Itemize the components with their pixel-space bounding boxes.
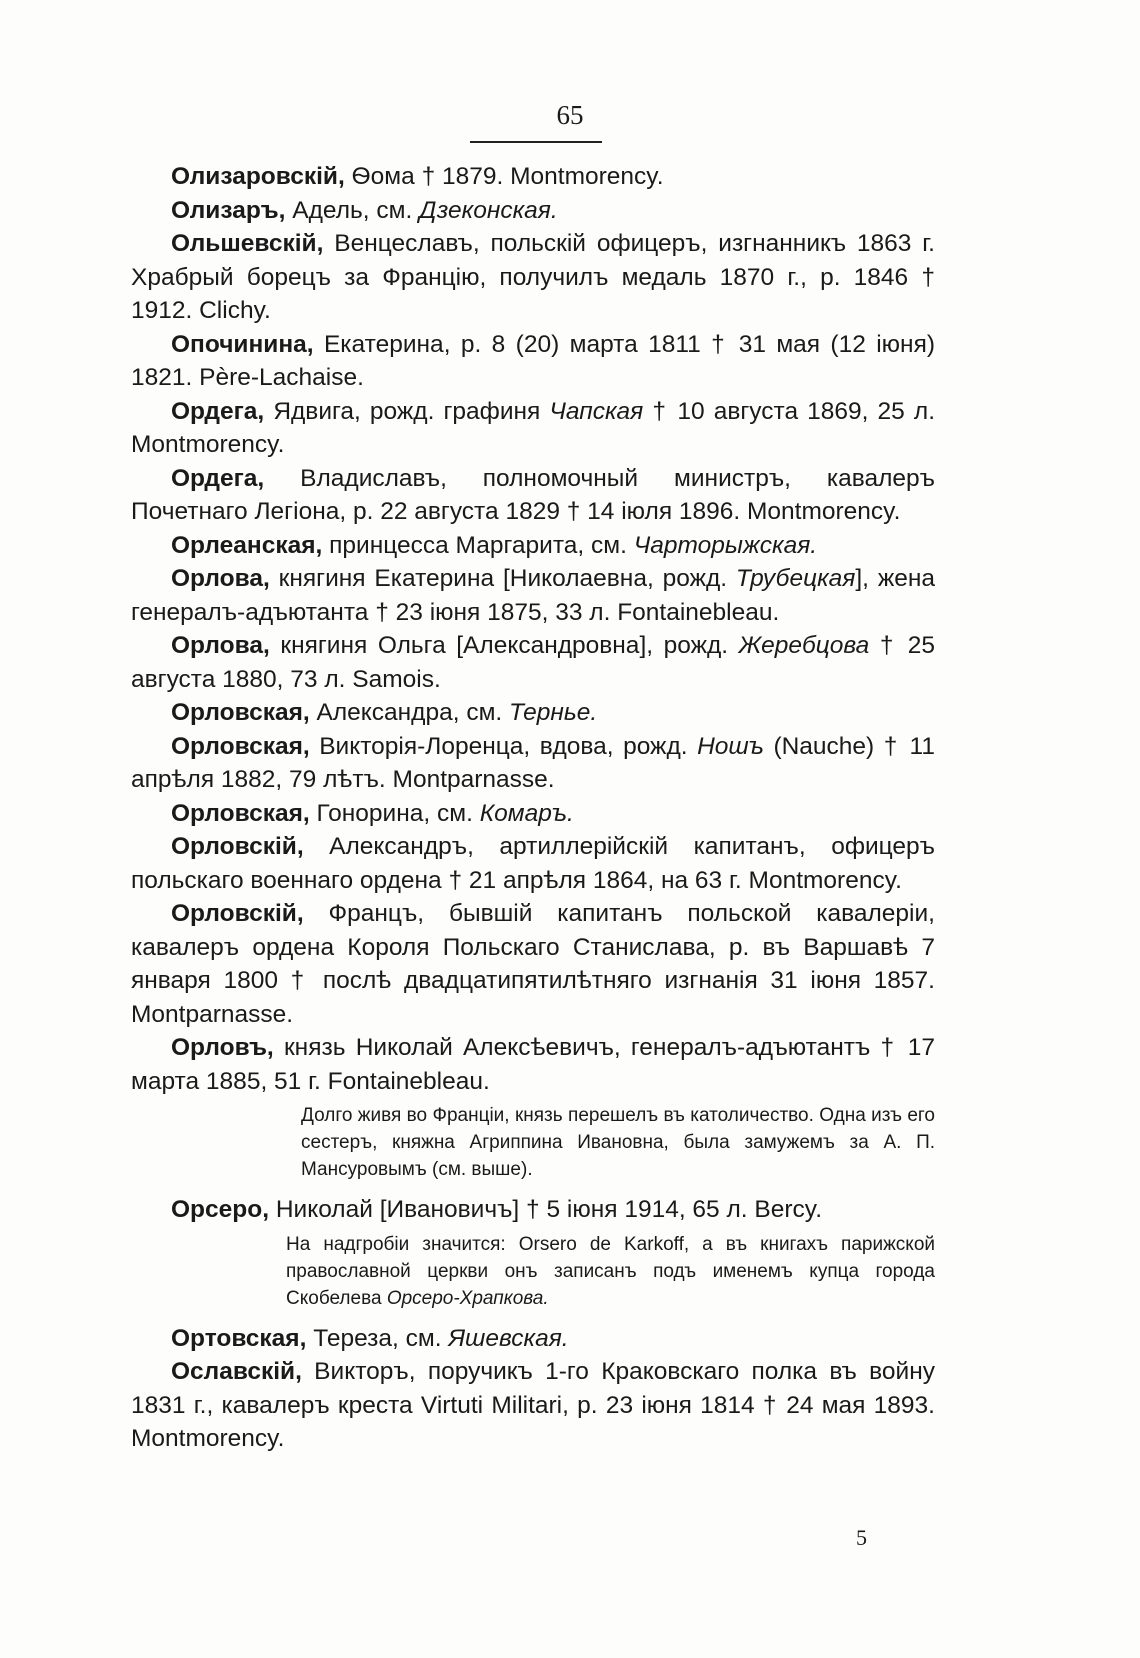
footnote-reference: Орсеро-Храпкова. bbox=[386, 1287, 549, 1309]
entry-name: Ордега, bbox=[171, 397, 265, 425]
entry bbox=[131, 1193, 935, 1227]
entry-text: Александръ, артиллерійскій капитанъ, офицеръ польскаго военнаго ордена † 21 апрѣля 1864, на 63 г. Montmorency. bbox=[131, 833, 935, 894]
entry bbox=[131, 160, 935, 194]
entry-text: Ѳома † 1879. Montmorency. bbox=[344, 163, 664, 190]
entry-reference: Трубецкая bbox=[735, 565, 856, 592]
entry-reference: Жеребцова bbox=[738, 632, 870, 659]
entry-reference: Ношъ bbox=[697, 732, 764, 760]
entry-tail: ], жена генералъ-адъютанта † 23 іюня 1875, 33 л. Fontainebleau. bbox=[131, 565, 935, 626]
entry bbox=[131, 629, 935, 696]
entry bbox=[131, 730, 935, 797]
entry-text: Адель, см. bbox=[285, 196, 420, 224]
entry-tail: (Nauche) † 11 апрѣля 1882, 79 лѣтъ. Montparnasse. bbox=[131, 732, 935, 793]
page-header bbox=[0, 100, 1140, 131]
entry-name: Ортовская, bbox=[171, 1324, 307, 1352]
entry-text: князь Николай Алексѣевичъ, генералъ-адъютантъ † 17 марта 1885, 51 г. Fontainebleau. bbox=[131, 1034, 935, 1095]
entry bbox=[131, 1031, 935, 1098]
entry-tail: † 25 августа 1880, 73 л. Samois. bbox=[131, 632, 935, 693]
entry-text: княгиня Ольга [Александровна], рожд. bbox=[269, 632, 739, 659]
signature-mark: 5 bbox=[856, 1525, 867, 1550]
entry-text: Екатерина, р. 8 (20) марта 1811 † 31 мая (12 іюня) 1821. Père-Lachaise. bbox=[131, 330, 935, 391]
entry-reference: Чапская bbox=[549, 397, 644, 425]
entry-reference: Комаръ. bbox=[479, 799, 574, 827]
entry-name: Орлова, bbox=[171, 632, 270, 659]
entry-name: Орловская, bbox=[171, 799, 310, 827]
entry-text: Венцеславъ, польскій офицеръ, изгнанникъ 1863 г. Храбрый борецъ за Францію, получилъ медаль 1870 г., р. 1846 † 1912. Clichy. bbox=[131, 230, 935, 324]
entry-name: Олизаровскій, bbox=[171, 163, 345, 190]
entry bbox=[131, 696, 935, 730]
entry bbox=[131, 797, 935, 831]
footnote-orlov: Долго живя во Франціи, князь перешелъ въ католичество. Одна изъ его сестеръ, княжна Агриппина Ивановна, была замужемъ за А. П. Мансуровымъ (см. выше). bbox=[301, 1105, 935, 1180]
entry-name: Ордега, bbox=[171, 464, 265, 492]
entry-text: Викторъ, поручикъ 1-го Краковскаго полка въ войну 1831 г., кавалеръ креста Virtuti Militari, р. 23 іюня 1814 † 24 мая 1893. Montmorency. bbox=[131, 1358, 935, 1452]
entry-reference: Чарторыжская. bbox=[633, 531, 818, 559]
header-rule bbox=[470, 141, 602, 143]
entry-name: Орловская, bbox=[171, 732, 310, 760]
entry-name: Орлова, bbox=[171, 565, 270, 592]
entry-text: Николай [Ивановичъ] † 5 іюня 1914, 65 л. Bercy. bbox=[269, 1196, 823, 1223]
entry-name: Ольшевскій, bbox=[171, 230, 324, 257]
entry-reference: Терньe. bbox=[509, 699, 598, 726]
entry-text: Ядвига, рожд. графиня bbox=[264, 397, 550, 425]
entry-text: принцесса Маргарита, см. bbox=[322, 531, 634, 559]
entry-text: Гонорина, см. bbox=[309, 799, 480, 827]
entry-name: Орловскій, bbox=[171, 833, 304, 860]
footnote-orsero bbox=[286, 1231, 935, 1312]
entry-reference: Дзеконская. bbox=[419, 196, 558, 224]
entry-name: Орсеро, bbox=[171, 1196, 270, 1223]
entry-tail: † 10 августа 1869, 25 л. Montmorency. bbox=[131, 397, 935, 458]
text-body bbox=[131, 160, 935, 1456]
entry-text: Владиславъ, полномочный министръ, кавалеръ Почетнаго Легіона, р. 22 августа 1829 † 14 іюля 1896. Montmorency. bbox=[131, 464, 935, 525]
entry-name: Орловскій, bbox=[171, 900, 304, 927]
entry bbox=[131, 830, 935, 897]
entry-text: Тереза, см. bbox=[306, 1324, 449, 1352]
entry bbox=[131, 227, 935, 328]
entry-name: Орловъ, bbox=[171, 1034, 274, 1061]
entry-text: Викторія-Лоренца, вдова, рожд. bbox=[309, 732, 698, 760]
footnote-text: На надгробіи значится: Orsero de Karkoff, а въ книгахъ парижской православной церкви онъ записанъ подъ именемъ купца города Скобелева bbox=[286, 1233, 935, 1309]
entry-name: Орловская, bbox=[171, 699, 310, 726]
entry-name: Олизаръ, bbox=[171, 196, 286, 224]
entry-text: княгиня Екатерина [Николаевна, рожд. bbox=[269, 565, 736, 592]
entry-name: Орлеанская, bbox=[171, 531, 323, 559]
entry bbox=[131, 462, 935, 529]
entry bbox=[131, 897, 935, 1031]
entry-text: Францъ, бывшій капитанъ польской кавалеріи, кавалеръ ордена Короля Польскаго Станислава, р. въ Варшавѣ 7 января 1800 † послѣ двадцатипятилѣтняго изгнанія 31 іюня 1857. Montparnasse. bbox=[131, 900, 935, 1028]
entry bbox=[131, 328, 935, 395]
entry-text: Александра, см. bbox=[309, 699, 510, 726]
entry-reference: Яшевская. bbox=[448, 1324, 569, 1352]
entry bbox=[131, 395, 935, 462]
entry bbox=[131, 562, 935, 629]
entry-name: Опочинина, bbox=[171, 330, 314, 358]
entry bbox=[131, 194, 935, 228]
page-number: 65 bbox=[556, 100, 584, 130]
entry bbox=[131, 1322, 935, 1356]
entry-name: Ославскій, bbox=[171, 1358, 302, 1385]
entry bbox=[131, 529, 935, 563]
entry bbox=[131, 1355, 935, 1456]
